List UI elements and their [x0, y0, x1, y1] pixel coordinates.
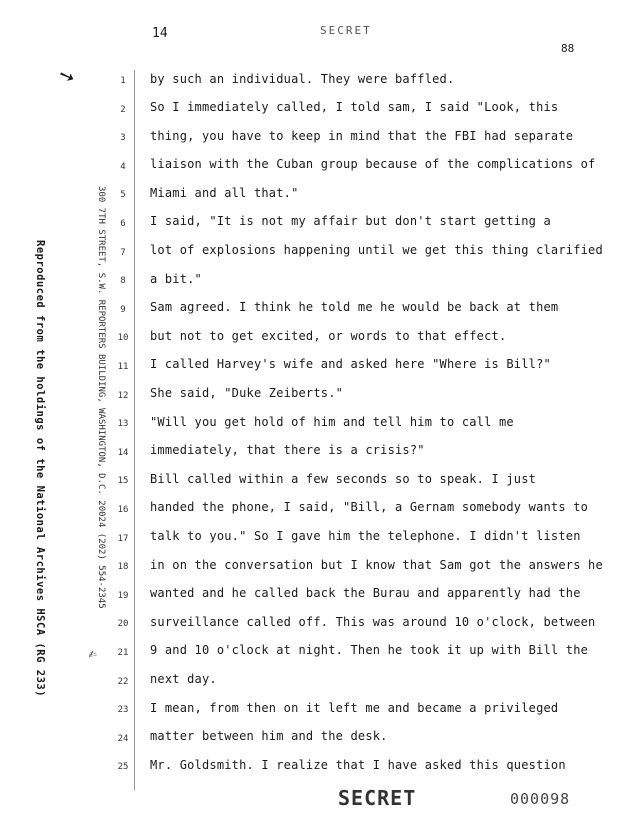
line-number: 9 — [120, 305, 126, 315]
line-number: 5 — [120, 190, 126, 200]
transcript-line: but not to get excited, or words to that effect. — [150, 329, 507, 343]
line-number: 21 — [117, 648, 129, 658]
line-number: 7 — [120, 248, 126, 258]
document-id: 000098 — [510, 790, 571, 808]
line-number: 14 — [117, 448, 129, 458]
line-number: 17 — [117, 534, 129, 544]
line-number: 16 — [117, 505, 129, 515]
transcript-line: lot of explosions happening until we get this thing clarified — [150, 243, 603, 257]
transcript-line: So I immediately called, I told sam, I said "Look, this — [150, 100, 559, 114]
line-number: 15 — [117, 476, 129, 486]
line-number: 3 — [120, 133, 126, 143]
archive-reproduction-note: Reproduced from the holdings of the National Archives HSCA (RG 233) — [34, 240, 46, 698]
transcript-line: She said, "Duke Zeiberts." — [150, 386, 344, 400]
line-number: 2 — [120, 105, 126, 115]
line-number: 20 — [117, 619, 129, 629]
line-number: 4 — [120, 162, 126, 172]
line-number: 12 — [117, 391, 129, 401]
page-number: 14 — [152, 26, 168, 41]
transcript-line: next day. — [150, 672, 217, 686]
transcript-line: I called Harvey's wife and asked here "Where is Bill?" — [150, 357, 551, 371]
margin-rule — [134, 70, 135, 790]
line-number: 11 — [117, 362, 129, 372]
line-number: 24 — [117, 734, 129, 744]
transcript-line: 9 and 10 o'clock at night. Then he took it up with Bill the — [150, 643, 589, 657]
line-number: 25 — [117, 762, 129, 772]
transcript-line: Bill called within a few seconds so to speak. I just — [150, 472, 537, 486]
transcript-line: Sam agreed. I think he told me he would be back at them — [150, 300, 559, 314]
transcript-line: immediately, that there is a crisis?" — [150, 443, 425, 457]
line-number: 19 — [117, 591, 129, 601]
transcript-line: I said, "It is not my affair but don't start getting a — [150, 214, 551, 228]
transcript-line: in on the conversation but I know that Sam got the answers he — [150, 558, 603, 572]
transcript-line: liaison with the Cuban group because of the complications of — [150, 157, 596, 171]
transcript-line: a bit." — [150, 272, 202, 286]
transcript-line: wanted and he called back the Burau and apparently had the — [150, 586, 581, 600]
transcript-line: by such an individual. They were baffled. — [150, 72, 455, 86]
transcript-line: thing, you have to keep in mind that the FBI had separate — [150, 129, 574, 143]
transcript-line: "Will you get hold of him and tell him to call me — [150, 415, 514, 429]
line-number: 23 — [117, 705, 129, 715]
classification-stamp-bottom: SECRET — [338, 786, 417, 810]
line-number: 13 — [117, 419, 129, 429]
line-number: 10 — [117, 333, 129, 343]
transcript-line: matter between him and the desk. — [150, 729, 388, 743]
line-number: 18 — [117, 562, 129, 572]
reporter-address-note: 300 7TH STREET, S.W. REPORTERS BUILDING, WASHINGTON, D.C. 20024 (202) 554-2345 — [96, 186, 106, 609]
transcript-line: talk to you." So I gave him the telephone. I didn't listen — [150, 529, 581, 543]
transcript-line: handed the phone, I said, "Bill, a Gernam somebody wants to — [150, 500, 589, 514]
transcript-page-number: 88 — [561, 42, 575, 55]
handwritten-scribble: ✍ — [86, 645, 98, 663]
margin-arrow-mark: ➘ — [56, 62, 78, 91]
line-number: 1 — [120, 76, 126, 86]
transcript-line: Miami and all that." — [150, 186, 299, 200]
line-number: 6 — [120, 219, 126, 229]
transcript-line: surveillance called off. This was around 10 o'clock, between — [150, 615, 596, 629]
classification-stamp-top: SECRET — [320, 24, 372, 37]
line-number: 22 — [117, 677, 129, 687]
line-number: 8 — [120, 276, 126, 286]
transcript-line: Mr. Goldsmith. I realize that I have asked this question — [150, 758, 566, 772]
transcript-line: I mean, from then on it left me and became a privileged — [150, 701, 559, 715]
